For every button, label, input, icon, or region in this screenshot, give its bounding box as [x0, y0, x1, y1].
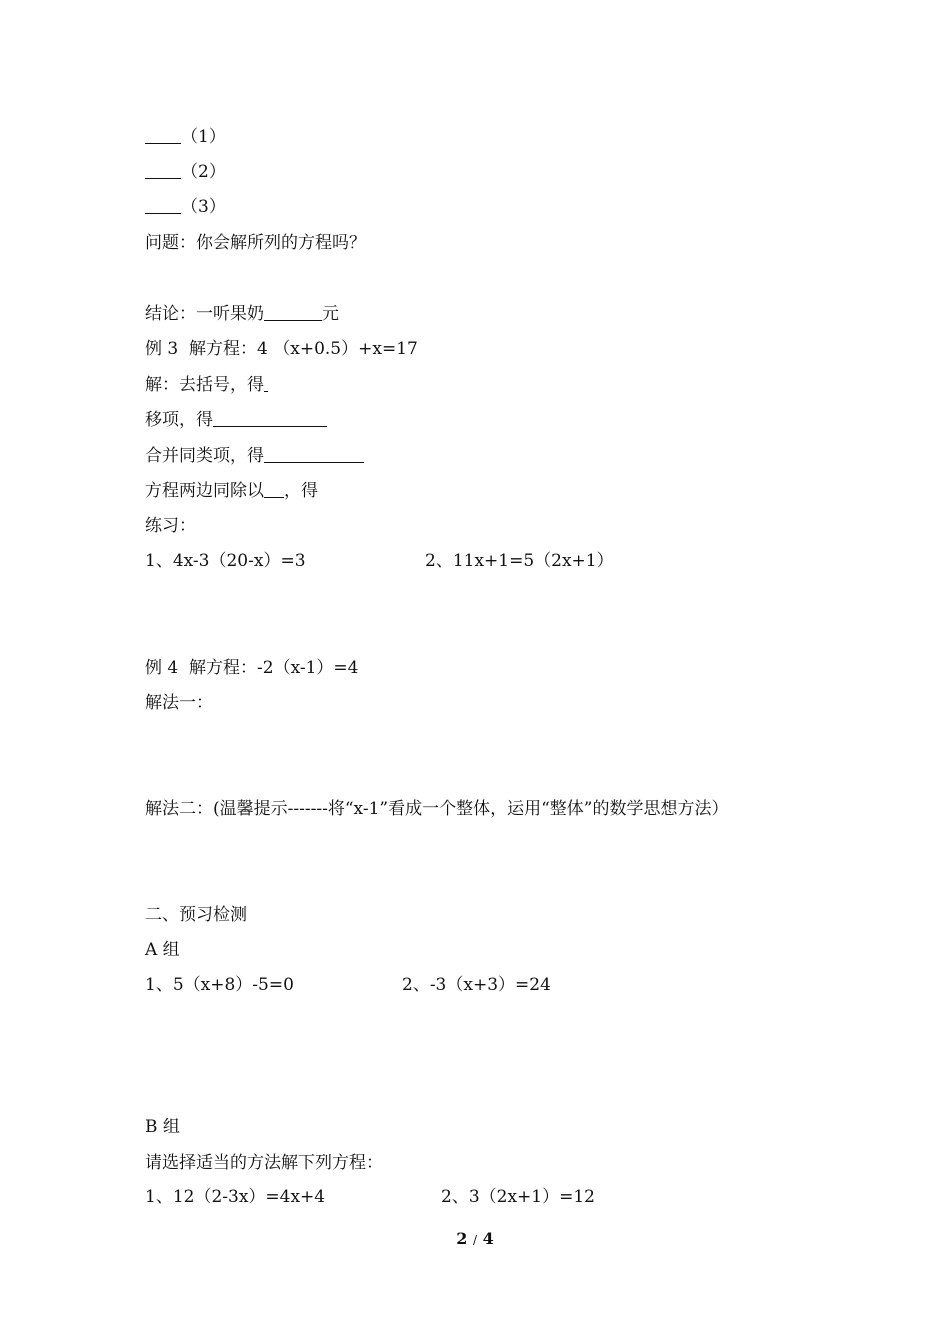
- practice-problem-1: 1、4x-3（20-x）=3: [145, 551, 306, 571]
- solution-combine-terms: 合并同类项，得: [145, 445, 364, 467]
- method-one-label: 解法一：: [145, 693, 213, 713]
- page-number: 2 / 4: [456, 1229, 494, 1248]
- fill-blank[interactable]: [145, 197, 181, 214]
- group-a-problem-1: 1、5（x+8）-5=0: [145, 975, 294, 995]
- question-text: 问题：你会解所列的方程吗？: [145, 233, 366, 253]
- blank-line-2: （2）: [145, 161, 226, 183]
- solution-divide: 方程两边同除以 ，得: [145, 481, 318, 501]
- answer-blank[interactable]: [213, 410, 327, 427]
- blank-line-1: （1）: [145, 126, 226, 148]
- group-b-problem-2: 2、3（2x+1）=12: [441, 1187, 595, 1207]
- solution-remove-bracket: 解：去括号，得: [145, 374, 268, 396]
- answer-blank[interactable]: [264, 375, 268, 392]
- fill-blank[interactable]: [145, 127, 181, 144]
- section-two-heading: 二、预习检测: [145, 905, 247, 925]
- solution-move-terms: 移项，得: [145, 409, 327, 431]
- divisor-blank[interactable]: [264, 481, 284, 498]
- fill-blank[interactable]: [145, 162, 181, 179]
- group-b-instruction: 请选择适当的方法解下列方程：: [145, 1153, 383, 1173]
- blank-line-3: （3）: [145, 196, 226, 218]
- practice-problem-2: 2、11x+1=5（2x+1）: [425, 551, 614, 571]
- group-b-problem-1: 1、12（2-3x）=4x+4: [145, 1187, 326, 1207]
- group-a-heading: A 组: [145, 940, 180, 960]
- conclusion-line: 结论：一听果奶 元: [145, 304, 339, 324]
- example-3-title: 例 3 解方程：4 （x+0.5）+x=17: [145, 339, 418, 359]
- group-a-problem-2: 2、-3（x+3）=24: [402, 975, 551, 995]
- example-4-title: 例 4 解方程：-2（x-1）=4: [145, 658, 359, 678]
- method-two-hint: 解法二：(温馨提示-------将“x-1”看成一个整体，运用“整体”的数学思想方法）: [145, 799, 729, 819]
- price-blank[interactable]: [264, 304, 322, 321]
- practice-heading: 练习：: [145, 516, 196, 536]
- answer-blank[interactable]: [264, 446, 364, 463]
- group-b-heading: B 组: [145, 1117, 180, 1137]
